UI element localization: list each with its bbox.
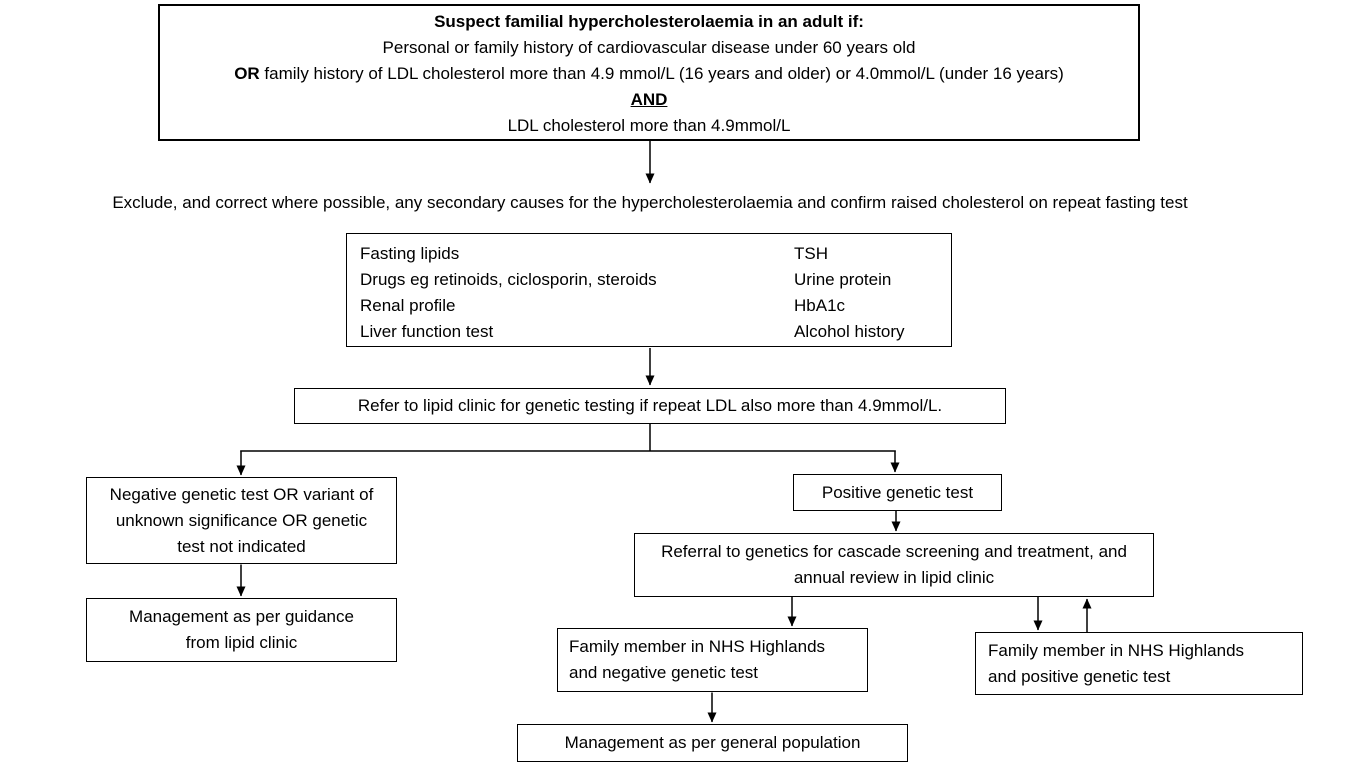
test-item: Urine protein xyxy=(794,270,892,289)
family-member-positive-box: Family member in NHS Highlands and positive genetic test xyxy=(975,632,1303,695)
secondary-causes-tests-box xyxy=(346,233,952,347)
test-item: Alcohol history xyxy=(794,322,905,341)
management-lipid-clinic-box: Management as per guidance from lipid clinic xyxy=(86,598,397,662)
and-word: AND xyxy=(630,90,668,109)
suspect-history-line: Personal or family history of cardiovascular disease under 60 years old xyxy=(382,38,916,57)
suspect-criteria-box xyxy=(158,4,1140,141)
suspect-and-line xyxy=(160,87,1138,113)
exclude-secondary-causes-note: Exclude, and correct where possible, any secondary causes for the hypercholesterolaemia and confirm raised cholesterol on repeat fasting test xyxy=(112,193,1188,212)
management-general-population-box: Management as per general population xyxy=(517,724,908,762)
tests-column-right xyxy=(794,241,905,345)
referral-genetics-box: Referral to genetics for cascade screening and treatment, and annual review in lipid clinic xyxy=(634,533,1154,597)
suspect-title: Suspect familial hypercholesterolaemia in an adult if: xyxy=(434,12,864,31)
test-item: TSH xyxy=(794,244,828,263)
or-prefix: OR xyxy=(234,64,260,83)
tests-column-left xyxy=(360,241,657,345)
family-member-negative-box: Family member in NHS Highlands and negative genetic test xyxy=(557,628,868,692)
test-item: Drugs eg retinoids, ciclosporin, steroids xyxy=(360,270,657,289)
test-item: Fasting lipids xyxy=(360,244,460,263)
positive-genetic-test-box: Positive genetic test xyxy=(793,474,1002,511)
or-line-text: family history of LDL cholesterol more than 4.9 mmol/L (16 years and older) or 4.0mmol/L (under 16 years) xyxy=(259,64,1064,83)
negative-genetic-test-box: Negative genetic test OR variant of unknown significance OR genetic test not indicated xyxy=(86,477,397,564)
suspect-or-line xyxy=(160,61,1138,87)
test-item: Liver function test xyxy=(360,322,494,341)
suspect-ldl-line: LDL cholesterol more than 4.9mmol/L xyxy=(507,116,791,135)
test-item: HbA1c xyxy=(794,296,846,315)
refer-lipid-clinic-box: Refer to lipid clinic for genetic testing if repeat LDL also more than 4.9mmol/L. xyxy=(294,388,1006,424)
test-item: Renal profile xyxy=(360,296,456,315)
